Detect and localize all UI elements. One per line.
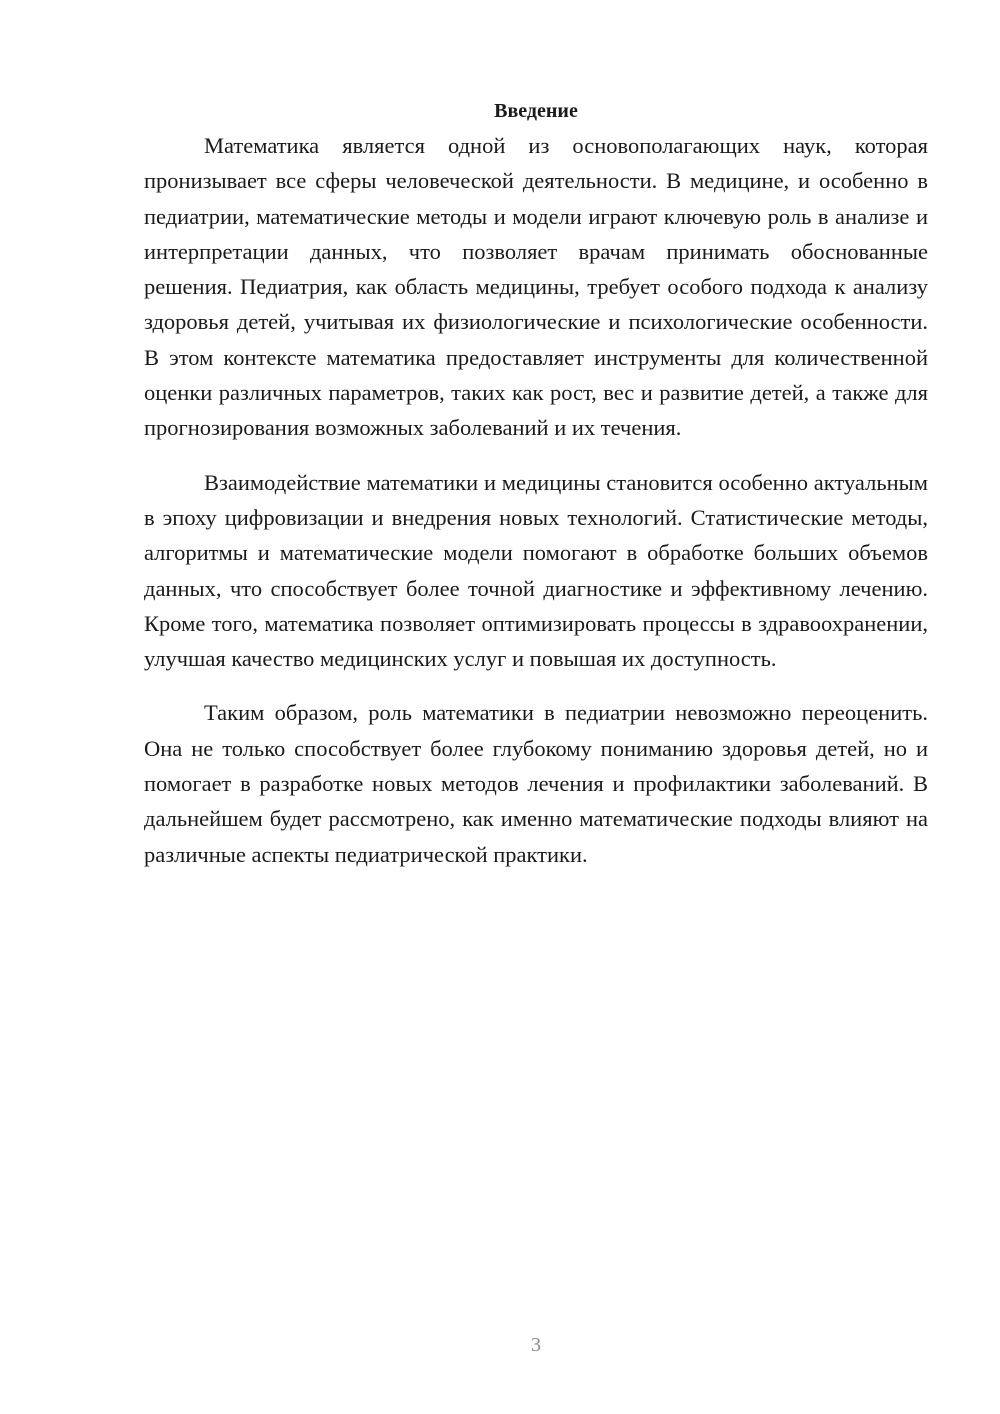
paragraph-1: Математика является одной из основополагающих наук, которая пронизывает все сферы человеческой деятельности. В медицине, и особенно в педиатрии, математические методы и модели играют ключевую роль в анализе и интерпретации данных, что позволяет врачам принимать обоснованные решения. Педиатрия, как область медицины, требует особого подхода к анализу здоровья детей, учитывая их физиологические и психологические особенности. В этом контексте математика предоставляет инструменты для количественной оценки различных параметров, таких как рост, вес и развитие детей, а также для прогнозирования возможных заболеваний и их течения. bbox=[144, 133, 928, 441]
page-content bbox=[144, 96, 928, 872]
page-number: 3 bbox=[531, 1334, 541, 1356]
paragraph-2: Взаимодействие математики и медицины становится особенно актуальным в эпоху цифровизации и внедрения новых технологий. Статистические методы, алгоритмы и математические модели помогают в обработке больших объемов данных, что способствует более точной диагностике и эффективному лечению. Кроме того, математика позволяет оптимизировать процессы в здравоохранении, улучшая качество медицинских услуг и повышая их доступность. bbox=[144, 469, 928, 672]
section-title: Введение bbox=[494, 100, 578, 122]
paragraph-3: Таким образом, роль математики в педиатрии невозможно переоценить. Она не только способствует более глубокому пониманию здоровья детей, но и помогает в разработке новых методов лечения и профилактики заболеваний. В дальнейшем будет рассмотрено, как именно математические подходы влияют на различные аспекты педиатрической практики. bbox=[144, 700, 928, 867]
